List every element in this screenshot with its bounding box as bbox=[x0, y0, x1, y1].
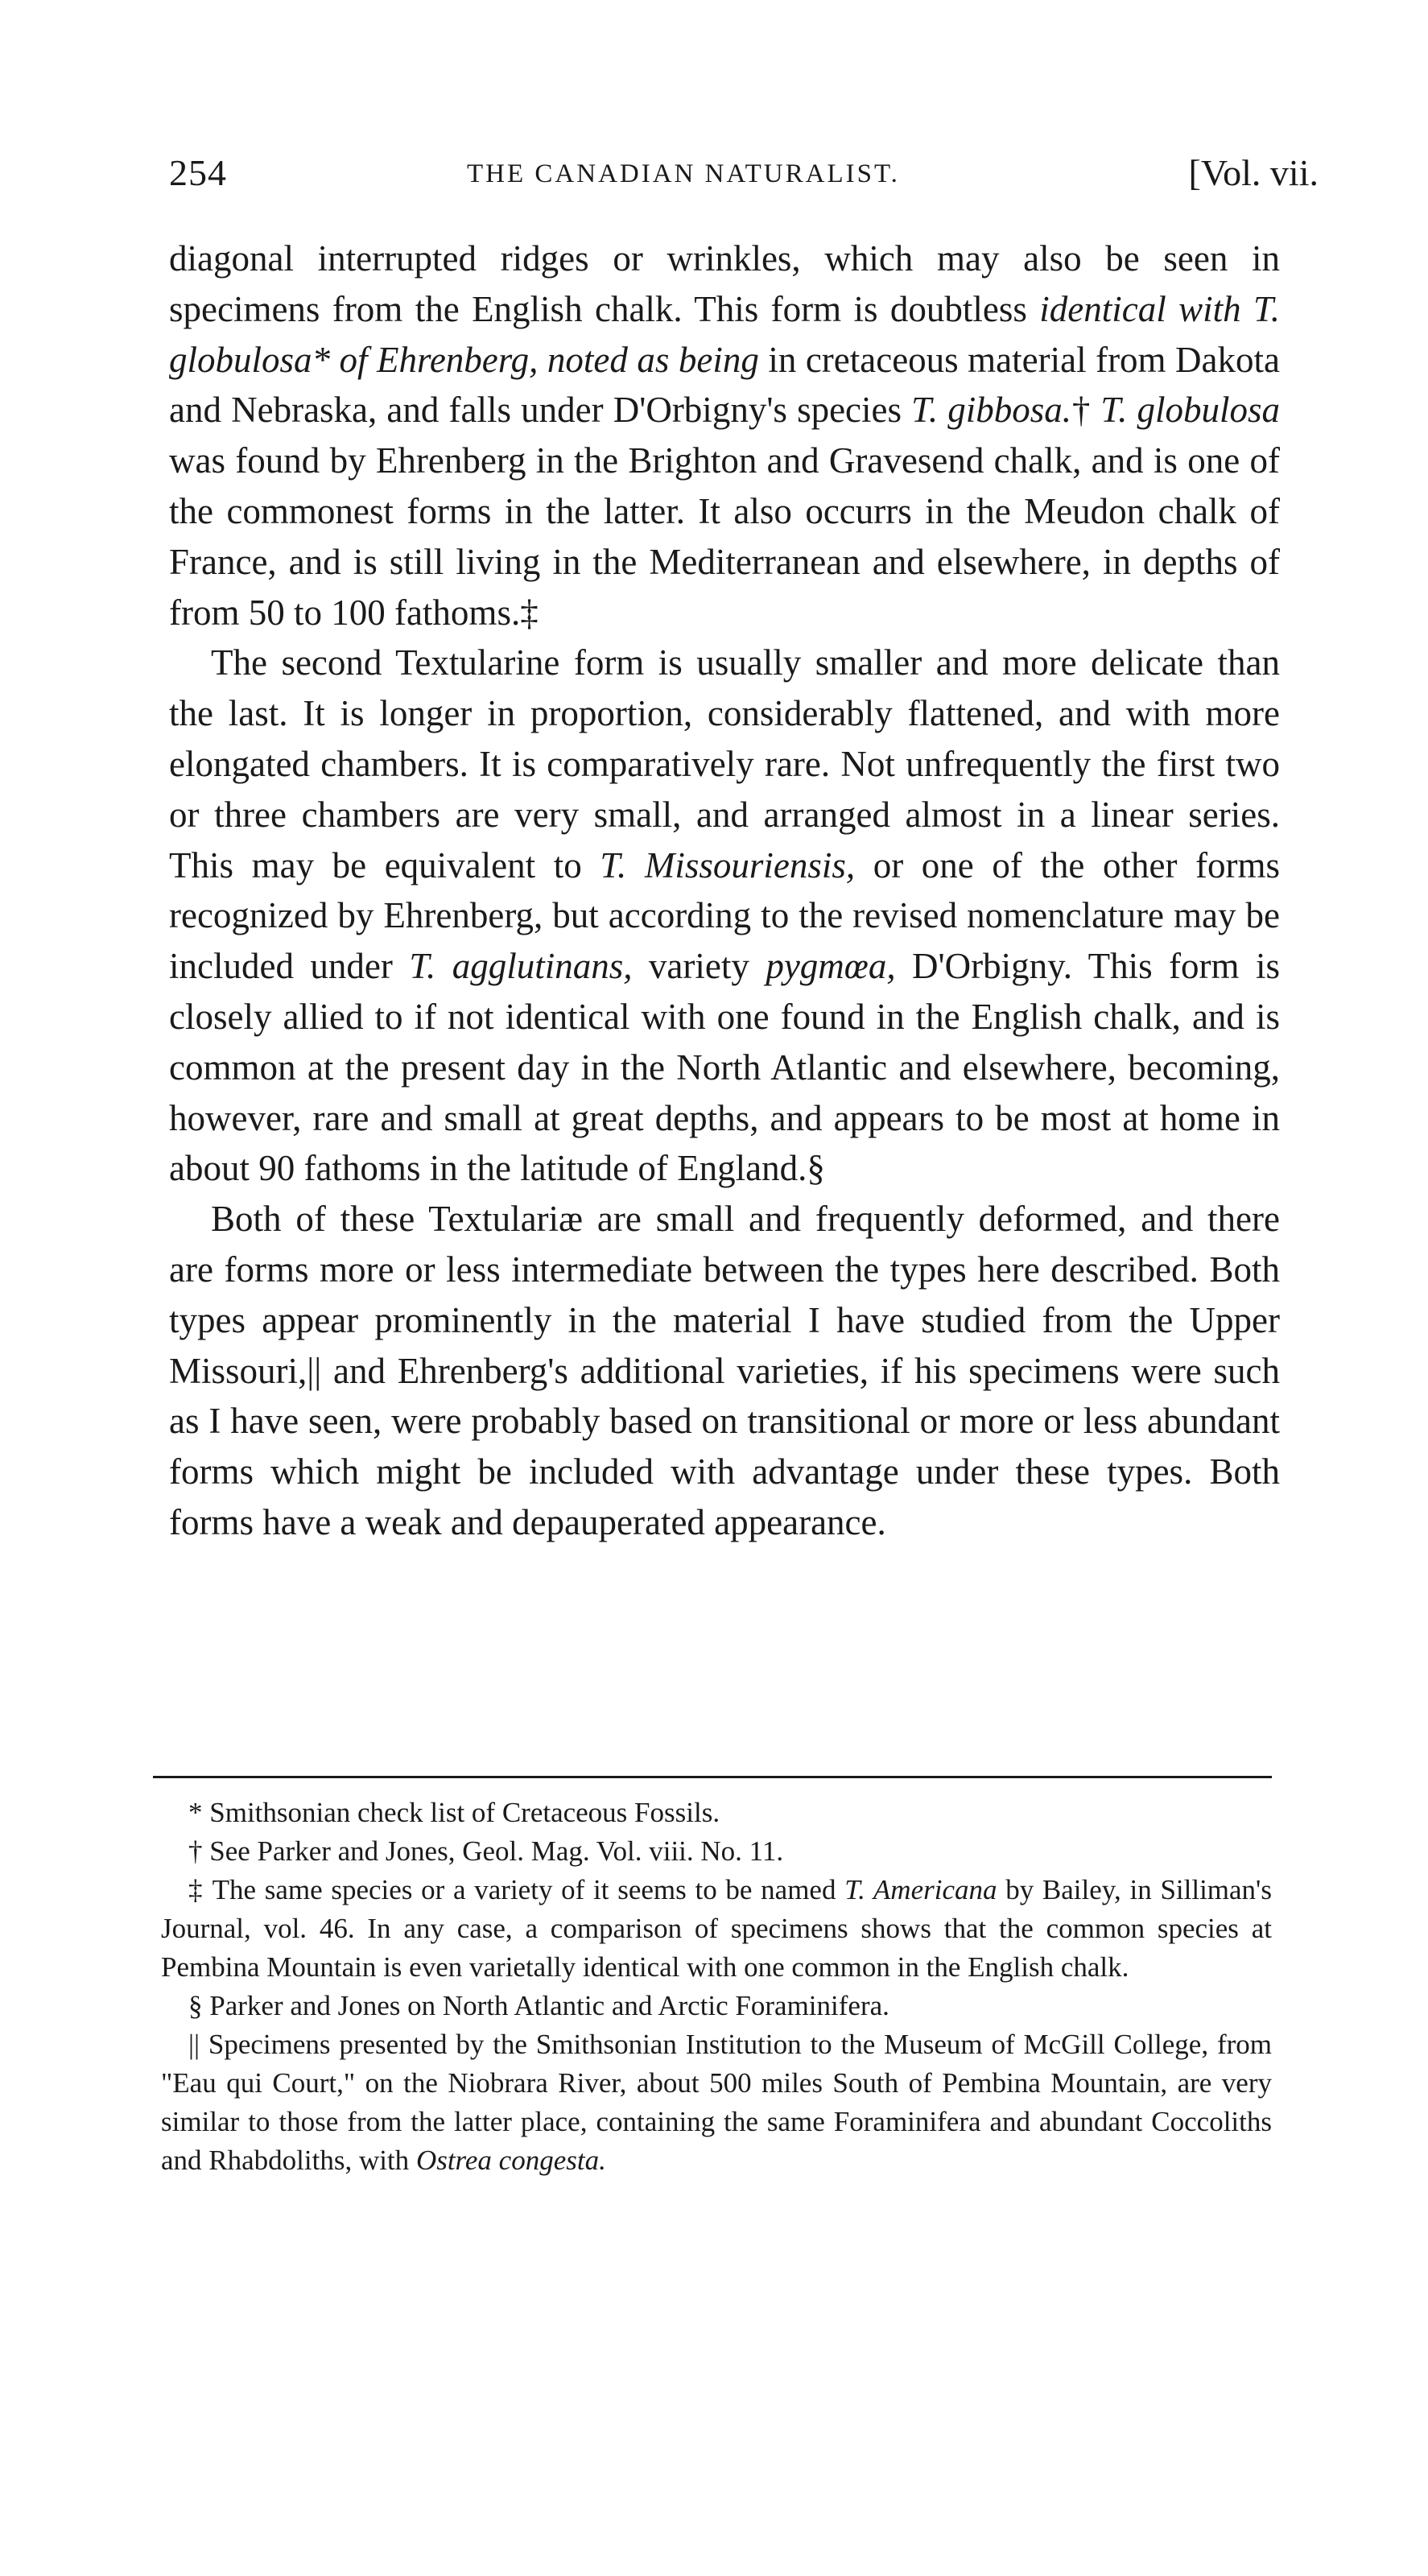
variety-name: pygmœa, bbox=[766, 946, 896, 987]
footnote-2: † See Parker and Jones, Geol. Mag. Vol. viii. No. 11. bbox=[188, 1835, 784, 1867]
text-run: D'Orbigny. This form is closely allied to if not identical with one found in the English chalk, and is common at the present day in the North Atlantic and elsewhere, becoming, however, rare and small at great depths, and appears to be most at home in about 90 fathoms in the latitude of England.§ bbox=[169, 946, 1280, 1189]
paragraph-2 bbox=[169, 638, 1280, 1194]
text-run: was found by Ehrenberg in the Brighton and Gravesend chalk, and is one of the commonest forms in the latter. It also occurrs in the Meudon chalk of France, and is still living in the Mediterranean and elsewhere, in depths of from 50 to 100 fathoms.‡ bbox=[169, 440, 1280, 633]
page-number: 254 bbox=[169, 152, 227, 193]
footnote-4: § Parker and Jones on North Atlantic and Arctic Foraminifera. bbox=[188, 1990, 889, 2021]
paragraph-3: Both of these Textulariæ are small and frequently deformed, and there are forms more or less intermediate between the types here described. Both types appear prominently in the material I have studied from the Upper Missouri,|| and Ehrenberg's additional varieties, if his specimens were such as I have seen, were probably based on transitional or more or less abundant forms which might be included with advantage under these types. Both forms have a weak and depauperated appearance. bbox=[169, 1199, 1280, 1542]
footnote-5 bbox=[161, 2025, 1272, 2180]
text-run: ‡ The same species or a variety of it seems to be named bbox=[188, 1874, 845, 1905]
species-name: Ostrea congesta. bbox=[415, 2145, 606, 2176]
footnote-mark: † bbox=[1071, 390, 1101, 431]
footnote-1: * Smithsonian check list of Cretaceous Fossils. bbox=[188, 1797, 720, 1828]
text-run: variety bbox=[632, 946, 766, 987]
text-run: diagonal interrupted ridges or wrinkles, which may also be seen in specimens from the English chalk. This form is doubtless bbox=[169, 238, 1280, 329]
species-name: T. globulosa bbox=[1100, 390, 1280, 431]
main-text bbox=[169, 233, 1280, 1548]
italic-run: identical with T. globulosa* of Ehrenberg, noted as being bbox=[169, 288, 1280, 380]
species-name: T. agglutinans, bbox=[409, 946, 633, 987]
footnote-rule bbox=[153, 1776, 1272, 1778]
species-name: T. Americana bbox=[844, 1874, 997, 1905]
text-run: or one of the other forms recognized by Ehrenberg, but according to the revised nomenclature may be included under bbox=[169, 844, 1280, 987]
text-run: in cretaceous material from Dakota and Nebraska, and falls under D'Orbigny's species bbox=[169, 339, 1280, 431]
running-header bbox=[169, 151, 1319, 208]
text-run: The second Textularine form is usually smaller and more delicate than the last. It is longer in proportion, considerably flattened, and with more elongated chambers. It is comparatively rare. Not unfrequently the first two or three chambers are very small, and arranged almost in a linear series. This may be equivalent to bbox=[169, 642, 1280, 886]
paragraph-1 bbox=[169, 233, 1280, 638]
text-run: by Bailey, in Silliman's Journal, vol. 46. In any case, a comparison of specimens shows that the common species at Pembina Mountain is even varietally identical with one common in the English chalk. bbox=[161, 1874, 1272, 1983]
text-run: || Specimens presented by the Smithsonian Institution to the Museum of McGill College, from "Eau qui Court," on the Niobrara River, about 500 miles South of Pembina Mountain, are very similar to those from the latter place, containing the same Foraminifera and abundant Coccoliths and Rhabdoliths, with bbox=[161, 2029, 1272, 2176]
species-name: T. Missouriensis, bbox=[600, 844, 856, 886]
footnote-3 bbox=[161, 1871, 1272, 1987]
volume-label: [Vol. vii. bbox=[1188, 152, 1319, 193]
running-title: THE CANADIAN NATURALIST. bbox=[467, 159, 900, 188]
species-name: T. gibbosa. bbox=[911, 390, 1071, 431]
footnotes bbox=[161, 1794, 1272, 2180]
